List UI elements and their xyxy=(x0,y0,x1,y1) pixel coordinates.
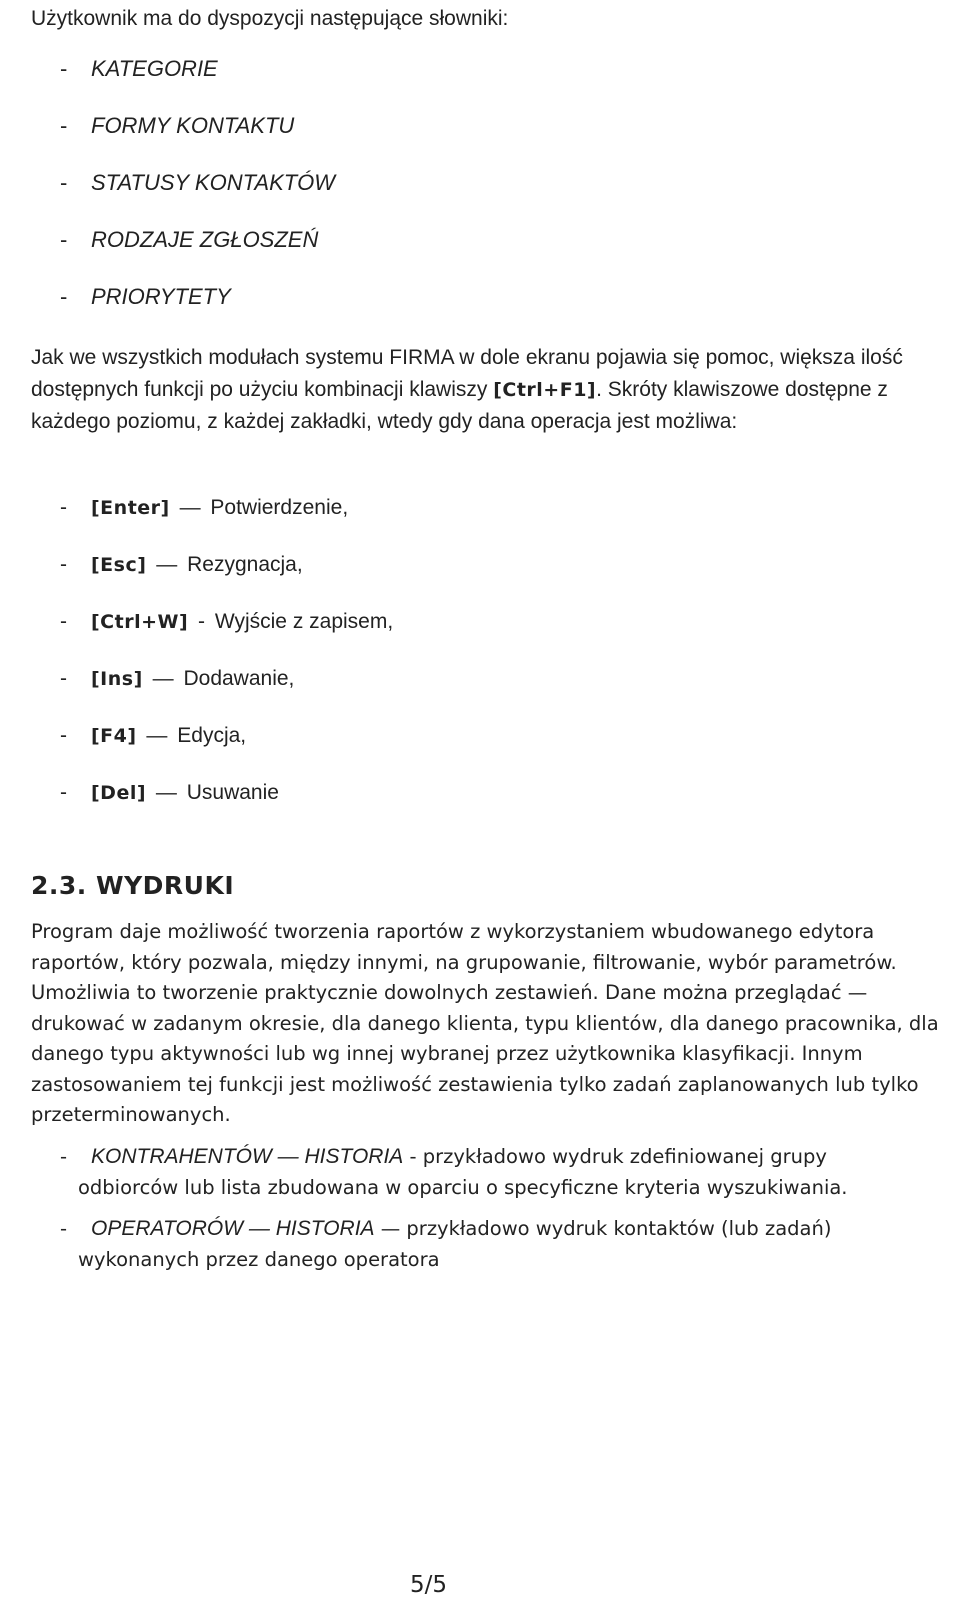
report-name: KONTRAHENTÓW — HISTORIA xyxy=(91,1145,404,1168)
help-shortcut-key: [Ctrl+F1] xyxy=(493,379,597,401)
dictionary-name: PRIORYTETY xyxy=(91,284,231,309)
list-dash: - xyxy=(60,170,68,195)
shortcut-separator: — xyxy=(155,781,177,804)
list-dash: - xyxy=(60,284,68,309)
shortcut-key: [Ctrl+W] xyxy=(91,611,189,633)
report-description: - przykładowo wydruk zdefiniowanej grupy odbiorców lub lista zbudowana w oparciu o specyficzne kryteria wyszukiwania. xyxy=(78,1145,848,1199)
shortcut-key: [Del] xyxy=(91,782,147,804)
report-list xyxy=(60,1141,930,1285)
list-dash: - xyxy=(60,667,67,690)
list-item xyxy=(60,225,335,282)
shortcut-separator: — xyxy=(152,667,174,690)
shortcut-key: [Enter] xyxy=(91,497,170,519)
list-dash: - xyxy=(60,553,67,576)
dictionary-name: KATEGORIE xyxy=(91,56,218,81)
report-item xyxy=(60,1213,930,1275)
shortcut-action: Usuwanie xyxy=(186,781,279,804)
shortcut-action: Dodawanie, xyxy=(183,667,295,690)
shortcut-separator: — xyxy=(156,553,178,576)
dictionary-name: STATUSY KONTAKTÓW xyxy=(91,170,336,195)
list-dash: - xyxy=(60,724,67,747)
section-paragraph: Program daje możliwość tworzenia raportów z wykorzystaniem wbudowanego edytora raportów, który pozwala, między innymi, na grupowanie, filtrowanie, wybór parametrów. Umożliwia to tworzenie praktycznie dowolnych zestawień. Dane można przeglądać — drukować w zadanym okresie, dla danego klienta, typu klientów, dla danego pracownika, dla danego typu aktywności lub wg innej wybranej przez użytkownika klasyfikacji. Innym zastosowaniem tej funkcji jest możliwość zestawienia tylko zadań zaplanowanych lub tylko przeterminowanych. xyxy=(31,920,939,1126)
list-dash: - xyxy=(60,113,68,138)
shortcut-action: Edycja, xyxy=(177,724,247,747)
list-dash: - xyxy=(60,1217,68,1240)
shortcut-separator: — xyxy=(146,724,168,747)
list-item xyxy=(60,111,335,168)
list-item xyxy=(60,168,335,225)
shortcut-key: [Ins] xyxy=(91,668,143,690)
intro-text: Użytkownik ma do dyspozycji następujące słowniki: xyxy=(31,7,509,30)
shortcut-action: Wyjście z zapisem, xyxy=(214,610,394,633)
report-description: — przykładowo wydruk kontaktów (lub zadań) wykonanych przez danego operatora xyxy=(78,1217,832,1271)
list-dash: - xyxy=(60,496,67,519)
help-paragraph xyxy=(31,342,941,438)
shortcut-item xyxy=(60,664,393,721)
shortcut-action: Potwierdzenie, xyxy=(210,496,349,519)
page-number: 5/5 xyxy=(410,1572,448,1598)
help-text-before: Jak we wszystkich modułach systemu FIRMA w dole ekranu pojawia się pomoc, większa ilość dostępnych funkcji po użyciu kombinacji klawiszy xyxy=(31,346,903,401)
shortcut-list xyxy=(60,493,393,835)
list-dash: - xyxy=(60,1145,68,1168)
shortcut-item xyxy=(60,778,393,835)
shortcut-key: [F4] xyxy=(91,725,137,747)
report-name: OPERATORÓW — HISTORIA xyxy=(91,1217,375,1240)
dictionary-name: RODZAJE ZGŁOSZEŃ xyxy=(91,227,319,252)
shortcut-item xyxy=(60,607,393,664)
shortcut-key: [Esc] xyxy=(91,554,147,576)
dictionary-name: FORMY KONTAKTU xyxy=(91,113,295,138)
shortcut-item xyxy=(60,493,393,550)
list-item xyxy=(60,54,335,111)
shortcut-item xyxy=(60,550,393,607)
shortcut-separator: — xyxy=(179,496,201,519)
help-text-after: . Skróty klawiszowe dostępne z każdego poziomu, z każdej zakładki, wtedy gdy dana operacja jest możliwa: xyxy=(31,378,888,433)
shortcut-action: Rezygnacja, xyxy=(187,553,303,576)
list-dash: - xyxy=(60,56,68,81)
dictionary-list xyxy=(60,54,335,339)
report-item xyxy=(60,1141,930,1203)
list-dash: - xyxy=(60,227,68,252)
list-item xyxy=(60,282,335,339)
shortcut-item xyxy=(60,721,393,778)
list-dash: - xyxy=(60,610,67,633)
section-heading: 2.3. WYDRUKI xyxy=(31,871,235,900)
shortcut-separator: - xyxy=(198,610,205,633)
list-dash: - xyxy=(60,781,67,804)
